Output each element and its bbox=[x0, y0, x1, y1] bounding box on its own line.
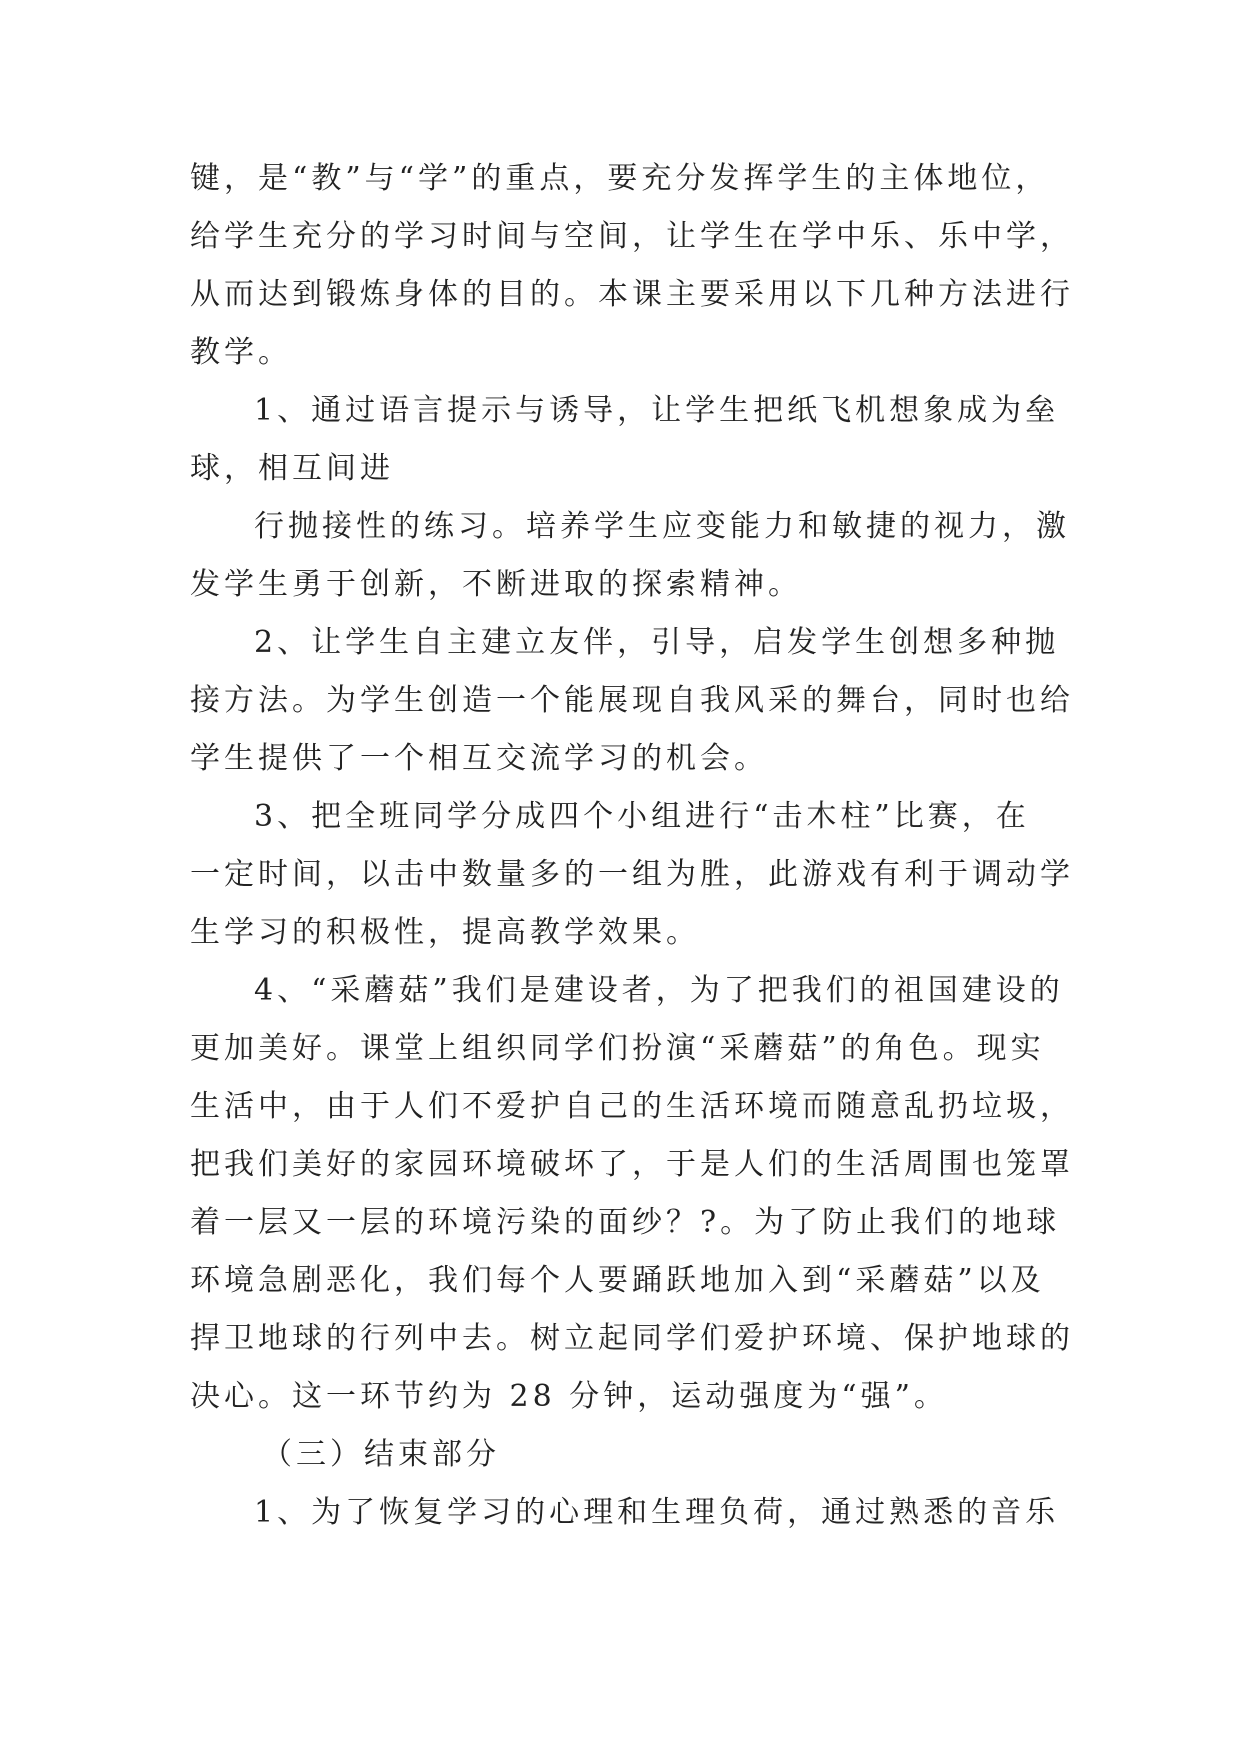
text-line: 球，相互间进 bbox=[190, 451, 394, 486]
text-line: 键，是“教”与“学”的重点，要充分发挥学生的主体地位， bbox=[190, 161, 1050, 196]
text-line: 更加美好。课堂上组织同学们扮演“采蘑菇”的角色。现实 bbox=[190, 1031, 1045, 1066]
text-line: 从而达到锻炼身体的目的。本课主要采用以下几种方法进行 bbox=[190, 277, 1074, 312]
list-item-2-line: 2、让学生自主建立友伴，引导，启发学生创想多种抛 bbox=[254, 625, 1060, 660]
text-line: 行抛接性的练习。培养学生应变能力和敏捷的视力，激 bbox=[254, 509, 1070, 544]
list-item-1-line: 1、为了恢复学习的心理和生理负荷，通过熟悉的音乐 bbox=[254, 1495, 1060, 1530]
list-item-3-line: 3、把全班同学分成四个小组进行“击木柱”比赛，在 bbox=[254, 799, 1030, 834]
text-line: 给学生充分的学习时间与空间，让学生在学中乐、乐中学， bbox=[190, 219, 1074, 254]
text-line: 捍卫地球的行列中去。树立起同学们爱护环境、保护地球的 bbox=[190, 1321, 1074, 1356]
text-line: 一定时间，以击中数量多的一组为胜，此游戏有利于调动学 bbox=[190, 857, 1074, 892]
document-body bbox=[190, 150, 1074, 1542]
text-line: 接方法。为学生创造一个能展现自我风采的舞台，同时也给 bbox=[190, 683, 1074, 718]
text-line: 环境急剧恶化，我们每个人要踊跃地加入到“采蘑菇”以及 bbox=[190, 1263, 1045, 1298]
text-line: 教学。 bbox=[190, 335, 292, 370]
text-line: 决心。这一环节约为 28 分钟，运动强度为“强”。 bbox=[190, 1379, 948, 1414]
text-line: 生活中，由于人们不爱护自己的生活环境而随意乱扔垃圾， bbox=[190, 1089, 1074, 1124]
list-item-4-line: 4、“采蘑菇”我们是建设者，为了把我们的祖国建设的 bbox=[254, 973, 1064, 1008]
text-line: 学生提供了一个相互交流学习的机会。 bbox=[190, 741, 768, 776]
text-line: 着一层又一层的环境污染的面纱？?。为了防止我们的地球 bbox=[190, 1205, 1061, 1240]
text-line: 把我们美好的家园环境破坏了，于是人们的生活周围也笼罩 bbox=[190, 1147, 1074, 1182]
section-heading: （三）结束部分 bbox=[262, 1437, 500, 1472]
text-line: 发学生勇于创新，不断进取的探索精神。 bbox=[190, 567, 802, 602]
list-item-1-line: 1、通过语言提示与诱导，让学生把纸飞机想象成为垒 bbox=[254, 393, 1060, 428]
text-line: 生学习的积极性，提高教学效果。 bbox=[190, 915, 700, 950]
